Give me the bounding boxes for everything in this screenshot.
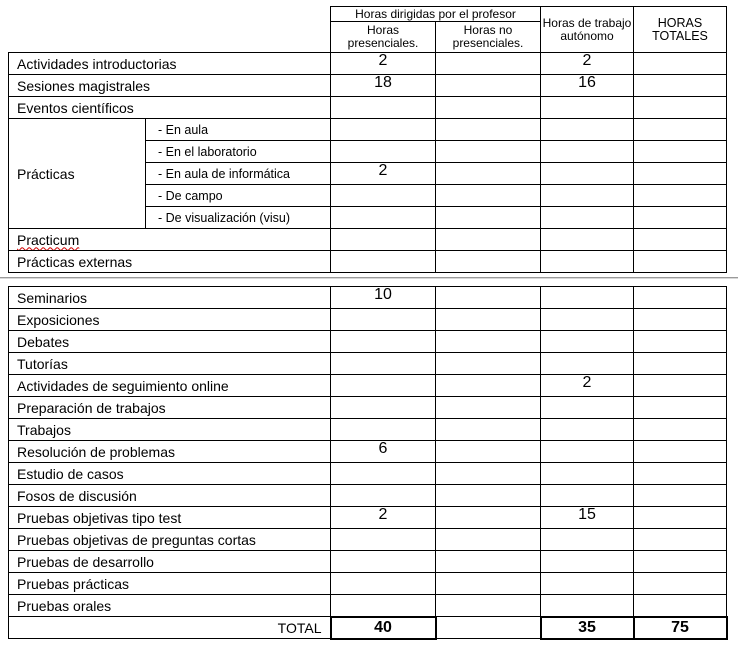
row-label: Resolución de problemas (9, 441, 331, 463)
cell-autonomo (541, 573, 634, 595)
row-label: Prácticas externas (9, 251, 331, 273)
row-label: Pruebas objetivas tipo test (9, 507, 331, 529)
cell-totales (634, 53, 727, 75)
cell-presenciales (331, 97, 436, 119)
cell-presenciales (331, 331, 436, 353)
cell-totales (634, 529, 727, 551)
cell-totales (634, 251, 727, 273)
cell-autonomo (541, 419, 634, 441)
cell-no-presenciales (436, 419, 541, 441)
row-label (9, 229, 331, 251)
cell-no-presenciales (436, 573, 541, 595)
header-horas-autonomo: Horas de trabajo autónomo (541, 7, 634, 53)
table-row (9, 375, 727, 397)
cell-no-presenciales (436, 529, 541, 551)
cell-no-presenciales (436, 441, 541, 463)
row-label: Pruebas objetivas de preguntas cortas (9, 529, 331, 551)
cell-autonomo (541, 397, 634, 419)
page-separator (0, 277, 738, 279)
cell-autonomo (541, 353, 634, 375)
cell-totales (634, 163, 727, 185)
cell-totales (634, 419, 727, 441)
table-row (9, 507, 727, 529)
cell-totales (634, 97, 727, 119)
row-label: Tutorías (9, 353, 331, 375)
cell-presenciales (331, 551, 436, 573)
sub-row-label: - De visualización (visu) (146, 207, 331, 229)
table-row (9, 463, 727, 485)
cell-totales (634, 141, 727, 163)
table-row (9, 119, 727, 141)
cell-autonomo (541, 309, 634, 331)
cell-autonomo (541, 551, 634, 573)
row-label: Trabajos (9, 419, 331, 441)
row-label: Estudio de casos (9, 463, 331, 485)
table-row (9, 441, 727, 463)
cell-no-presenciales (436, 119, 541, 141)
cell-presenciales: 2 (331, 163, 436, 185)
row-label: Exposiciones (9, 309, 331, 331)
cell-no-presenciales (436, 163, 541, 185)
cell-presenciales: 10 (331, 287, 436, 309)
cell-totales (634, 573, 727, 595)
sub-row-label: - En aula (146, 119, 331, 141)
cell-autonomo (541, 463, 634, 485)
cell-totales (634, 207, 727, 229)
table-row (9, 229, 727, 251)
cell-presenciales (331, 119, 436, 141)
cell-autonomo (541, 141, 634, 163)
header-horas-totales: HORAS TOTALES (634, 7, 727, 53)
cell-totales (634, 507, 727, 529)
cell-no-presenciales (436, 485, 541, 507)
row-label: Debates (9, 331, 331, 353)
table-row (9, 595, 727, 617)
cell-no-presenciales (436, 251, 541, 273)
cell-presenciales: 2 (331, 507, 436, 529)
cell-presenciales: 2 (331, 53, 436, 75)
row-label: Seminarios (9, 287, 331, 309)
cell-autonomo (541, 251, 634, 273)
hours-table-bottom (8, 286, 728, 640)
table-row (9, 573, 727, 595)
cell-no-presenciales (436, 97, 541, 119)
row-label: Actividades de seguimiento online (9, 375, 331, 397)
cell-totales (634, 595, 727, 617)
cell-presenciales: 18 (331, 75, 436, 97)
cell-no-presenciales (436, 595, 541, 617)
cell-totales (634, 309, 727, 331)
cell-autonomo (541, 97, 634, 119)
cell-autonomo (541, 229, 634, 251)
row-label: Pruebas de desarrollo (9, 551, 331, 573)
table-row (9, 551, 727, 573)
cell-presenciales (331, 419, 436, 441)
cell-autonomo (541, 441, 634, 463)
cell-autonomo (541, 595, 634, 617)
cell-no-presenciales (436, 353, 541, 375)
cell-totales (634, 463, 727, 485)
cell-presenciales (331, 309, 436, 331)
cell-totales (634, 441, 727, 463)
header-horas-no-presenciales: Horas no presenciales. (436, 22, 541, 53)
table-row (9, 251, 727, 273)
total-autonomo: 35 (541, 617, 634, 639)
cell-no-presenciales (436, 75, 541, 97)
total-label: TOTAL (9, 617, 331, 639)
cell-presenciales (331, 207, 436, 229)
table-row (9, 287, 727, 309)
table-row (9, 485, 727, 507)
row-label-practicas: Prácticas (9, 119, 146, 229)
cell-presenciales (331, 185, 436, 207)
sub-row-label: - De campo (146, 185, 331, 207)
row-label: Actividades introductorias (9, 53, 331, 75)
cell-totales (634, 287, 727, 309)
cell-totales (634, 229, 727, 251)
row-label: Sesiones magistrales (9, 75, 331, 97)
cell-presenciales (331, 251, 436, 273)
cell-presenciales (331, 141, 436, 163)
cell-totales (634, 485, 727, 507)
table-row (9, 331, 727, 353)
total-totales: 75 (634, 617, 727, 639)
cell-presenciales (331, 573, 436, 595)
cell-autonomo (541, 331, 634, 353)
cell-no-presenciales (436, 551, 541, 573)
cell-totales (634, 185, 727, 207)
cell-autonomo (541, 485, 634, 507)
cell-presenciales (331, 353, 436, 375)
cell-no-presenciales (436, 185, 541, 207)
total-row (9, 617, 727, 639)
table-row (9, 419, 727, 441)
header-corner (9, 7, 331, 53)
cell-autonomo: 16 (541, 75, 634, 97)
cell-autonomo (541, 287, 634, 309)
table-row (9, 309, 727, 331)
cell-no-presenciales (436, 331, 541, 353)
sub-row-label: - En el laboratorio (146, 141, 331, 163)
cell-totales (634, 375, 727, 397)
cell-presenciales (331, 229, 436, 251)
cell-no-presenciales (436, 287, 541, 309)
cell-presenciales (331, 595, 436, 617)
cell-autonomo (541, 529, 634, 551)
table-row (9, 53, 727, 75)
hours-table-top (8, 6, 727, 273)
cell-presenciales (331, 397, 436, 419)
row-label: Pruebas orales (9, 595, 331, 617)
cell-totales (634, 75, 727, 97)
table-row (9, 397, 727, 419)
cell-no-presenciales (436, 463, 541, 485)
cell-no-presenciales (436, 229, 541, 251)
cell-presenciales: 6 (331, 441, 436, 463)
table-row (9, 97, 727, 119)
cell-no-presenciales (436, 375, 541, 397)
cell-totales (634, 119, 727, 141)
cell-presenciales (331, 463, 436, 485)
header-horas-presenciales: Horas presenciales. (331, 22, 436, 53)
cell-autonomo (541, 185, 634, 207)
table-row (9, 353, 727, 375)
cell-totales (634, 331, 727, 353)
sub-row-label: - En aula de informática (146, 163, 331, 185)
table-row (9, 75, 727, 97)
cell-no-presenciales (436, 141, 541, 163)
cell-autonomo: 2 (541, 375, 634, 397)
cell-no-presenciales (436, 53, 541, 75)
cell-no-presenciales (436, 207, 541, 229)
cell-totales (634, 353, 727, 375)
row-label: Preparación de trabajos (9, 397, 331, 419)
cell-presenciales (331, 529, 436, 551)
cell-totales (634, 551, 727, 573)
cell-no-presenciales (436, 309, 541, 331)
cell-autonomo: 15 (541, 507, 634, 529)
cell-totales (634, 397, 727, 419)
cell-autonomo (541, 119, 634, 141)
table-row (9, 529, 727, 551)
cell-presenciales (331, 485, 436, 507)
cell-autonomo (541, 207, 634, 229)
header-horas-dirigidas: Horas dirigidas por el profesor (331, 7, 541, 22)
total-presenciales: 40 (331, 617, 436, 639)
cell-presenciales (331, 375, 436, 397)
row-label: Pruebas prácticas (9, 573, 331, 595)
cell-no-presenciales (436, 397, 541, 419)
row-label: Eventos científicos (9, 97, 331, 119)
row-label: Fosos de discusión (9, 485, 331, 507)
cell-no-presenciales (436, 507, 541, 529)
cell-no-presenciales (436, 617, 541, 639)
cell-autonomo (541, 163, 634, 185)
cell-autonomo: 2 (541, 53, 634, 75)
practicum-label: Practicum (17, 231, 80, 248)
